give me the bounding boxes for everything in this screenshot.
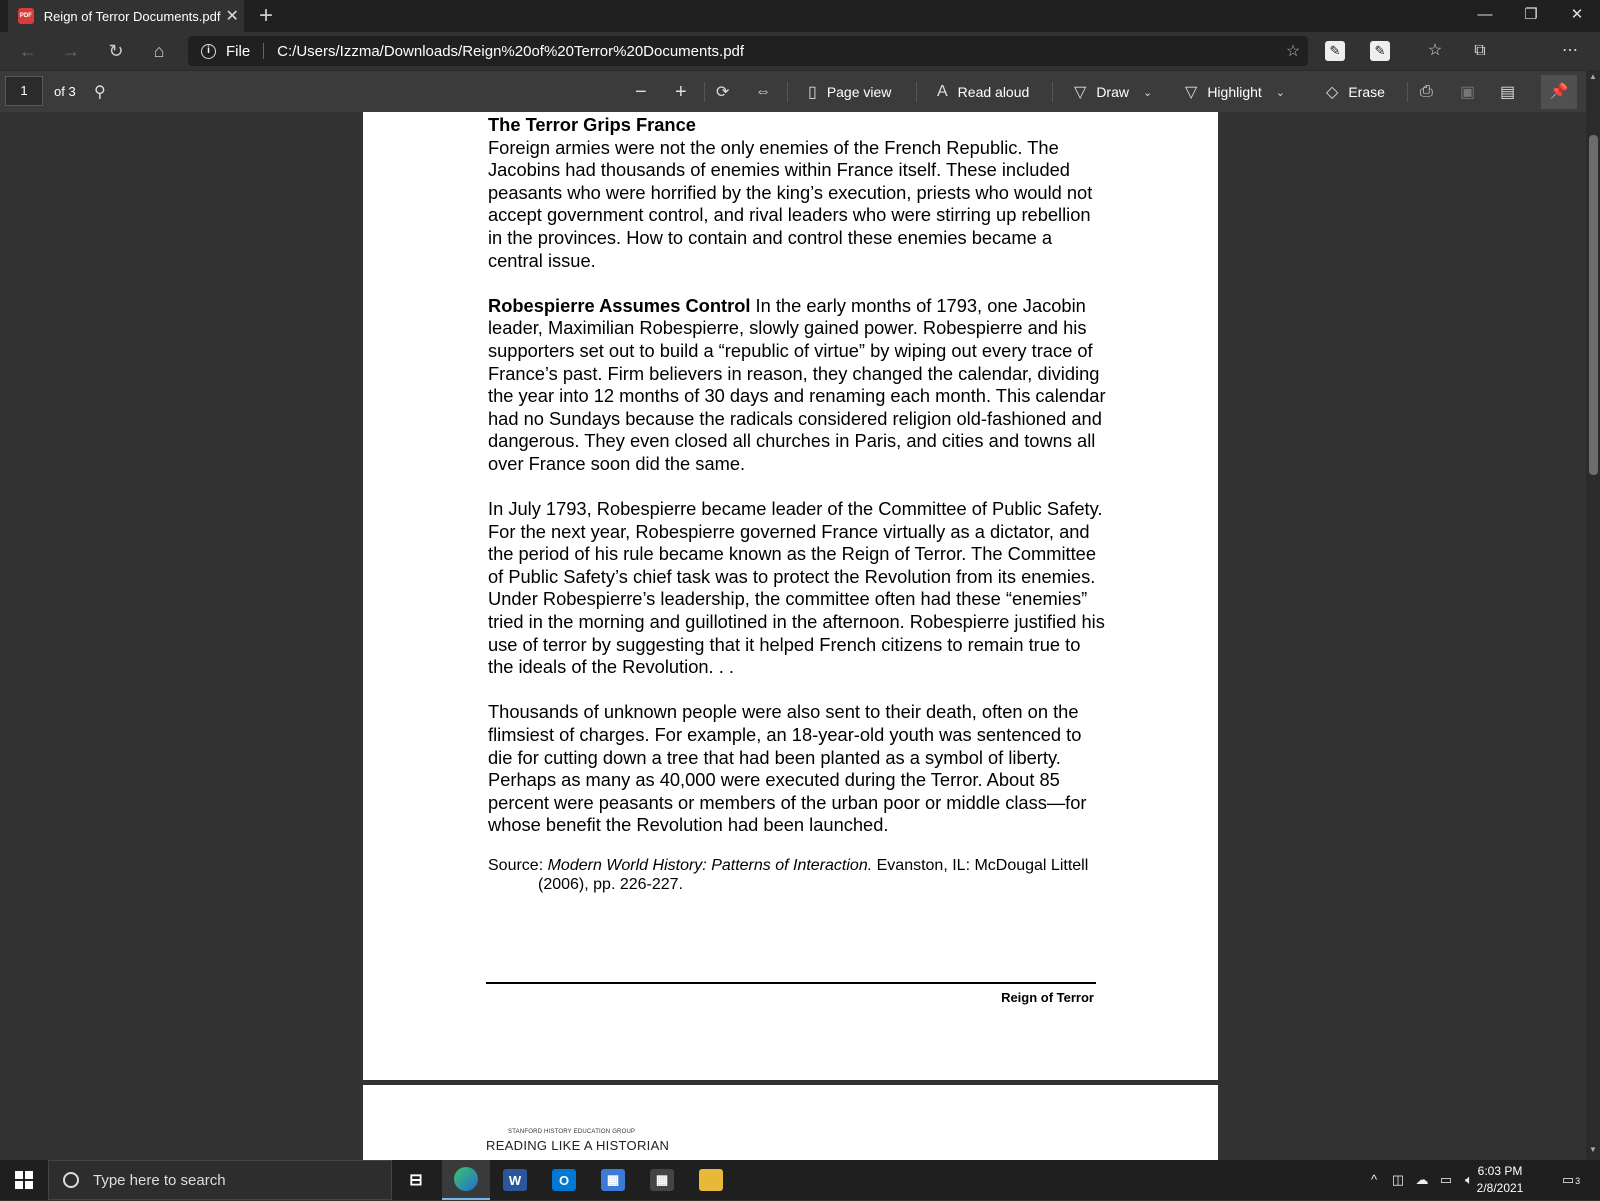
page-total: of 3 (54, 84, 76, 99)
minus-icon: − (635, 80, 647, 103)
windows-logo-icon-part (15, 1181, 23, 1189)
search-button[interactable] (94, 79, 116, 105)
volume-icon[interactable]: 🔈︎ (1465, 1172, 1473, 1187)
page-view-button[interactable] (808, 79, 891, 105)
toolbar-separator (1407, 82, 1408, 102)
fit-width-button[interactable] (755, 79, 781, 105)
store-taskbar-button[interactable] (638, 1160, 686, 1200)
logo-subtitle: STANFORD HISTORY EDUCATION GROUP (508, 1129, 636, 1135)
read-aloud-icon: A (937, 83, 948, 100)
source-title: Modern World History: Patterns of Interaction. (547, 856, 873, 874)
taskbar-search[interactable] (48, 1160, 392, 1200)
erase-button[interactable] (1326, 79, 1385, 105)
restore-button[interactable]: ❐ (1524, 6, 1538, 23)
draw-icon: ▽ (1074, 84, 1087, 101)
refresh-button[interactable]: ↻ (108, 41, 124, 61)
navigation-bar (0, 32, 1600, 70)
save-icon: ▣ (1460, 84, 1476, 101)
rotate-icon: ⟳ (716, 84, 730, 101)
erase-label: Erase (1348, 84, 1385, 100)
url-text[interactable]: C:/Users/Izzma/Downloads/Reign%20of%20Terror%20Documents.pdf (277, 42, 745, 60)
read-aloud-label: Read aloud (957, 84, 1030, 100)
network-icon[interactable]: ▭ (1439, 1172, 1453, 1187)
page-view-icon: ▯ (808, 84, 817, 101)
print-icon: ⎙ (1420, 83, 1433, 100)
page-number-input[interactable]: 1 (5, 76, 43, 106)
highlight-button[interactable] (1185, 79, 1295, 105)
meet-now-icon[interactable]: ◫ (1391, 1172, 1405, 1187)
close-tab-icon[interactable]: ✕ (225, 8, 239, 25)
toolbar-separator (1052, 82, 1053, 102)
vertical-scrollbar[interactable] (1586, 70, 1600, 1160)
print-button[interactable] (1420, 79, 1443, 105)
save-as-icon: ▤ (1500, 84, 1516, 101)
store-icon: ▦ (650, 1169, 674, 1191)
footer-rule (486, 982, 1096, 984)
task-view-button[interactable] (392, 1160, 440, 1200)
favorites-icon[interactable]: ☆ (1427, 42, 1443, 59)
start-button[interactable] (0, 1160, 48, 1200)
windows-logo-icon (15, 1171, 23, 1179)
highlight-label: Highlight (1207, 84, 1262, 100)
pdf-toolbar (0, 70, 1600, 112)
scrollbar-thumb[interactable] (1589, 135, 1598, 475)
notification-count: 3 (1575, 1176, 1581, 1186)
eraser-icon: ◇ (1326, 84, 1339, 101)
task-view-icon: ⊟ (409, 1172, 423, 1189)
collections-icon[interactable]: ⧉ (1474, 42, 1486, 59)
extension-edit-icon[interactable]: ✎ (1370, 41, 1390, 61)
scroll-down-icon[interactable]: ▼ (1589, 1145, 1597, 1154)
scroll-up-icon[interactable]: ▲ (1589, 72, 1597, 81)
section-heading: The Terror Grips France (488, 114, 696, 135)
taskbar (0, 1160, 1600, 1200)
paragraph-2-text: In the early months of 1793, one Jacobin leader, Maximilian Robespierre, slowly gained power. Robespierre and his supporters set out to build a “republic of virtue” by wiping out every trace of France’s past. Firm believers in reason, they changed the calendar, dividing the year into 12 months of 30 days and renaming each month. This calendar had no Sundays because the radicals considered religion old-fashioned and dangerous. They even closed all churches in Paris, and cities and towns all over France soon did the same. (488, 294, 1106, 474)
edge-icon (454, 1167, 478, 1191)
page-content (488, 114, 1108, 895)
search-icon: ⚲ (94, 84, 106, 101)
file-explorer-taskbar-button[interactable] (687, 1160, 735, 1200)
clock-date: 2/8/2021 (1476, 1181, 1524, 1195)
notification-icon: ▭ (1561, 1172, 1575, 1187)
calculator-icon: ▦ (601, 1169, 625, 1191)
logo-title: READING LIKE A HISTORIAN (486, 1138, 670, 1153)
minimize-button[interactable]: — (1477, 6, 1493, 23)
search-icon (63, 1172, 79, 1188)
clock-time: 6:03 PM (1477, 1164, 1523, 1178)
address-file-label: File (226, 42, 251, 60)
windows-logo-icon-part (25, 1181, 33, 1189)
pin-toolbar-button[interactable] (1541, 75, 1577, 109)
paragraph-4: Thousands of unknown people were also sent to their death, often on the flimsiest of charges. For example, an 18-year-old youth was sentenced to die for cutting down a tree that had been planted as a symbol of liberty. Perhaps as many as 40,000 were executed during the Terror. About 85 percent were peasants or members of the urban poor or middle class—for whose benefit the Revolution had been launched. (488, 701, 1087, 836)
word-icon: W (503, 1169, 527, 1191)
address-separator (263, 43, 264, 59)
calculator-taskbar-button[interactable] (589, 1160, 637, 1200)
extension-pen-icon[interactable]: ✎ (1325, 41, 1345, 61)
search-placeholder: Type here to search (93, 1171, 226, 1189)
outlook-icon: O (552, 1169, 576, 1191)
onedrive-icon[interactable]: ☁ (1415, 1172, 1429, 1187)
show-hidden-icons[interactable]: ^ (1370, 1172, 1378, 1187)
browser-tab[interactable] (8, 0, 244, 32)
page-view-label: Page view (826, 84, 892, 100)
read-aloud-button[interactable] (937, 79, 1029, 105)
zoom-out-button[interactable] (635, 79, 657, 105)
toolbar-separator (916, 82, 917, 102)
save-as-button[interactable] (1500, 79, 1525, 105)
back-button[interactable]: ← (19, 41, 37, 61)
toolbar-separator (704, 82, 705, 102)
add-favorite-icon[interactable]: ☆ (1285, 43, 1301, 60)
home-button[interactable]: ⌂ (153, 41, 165, 61)
pdf-page-2 (363, 1085, 1218, 1160)
notifications-button[interactable] (1556, 1160, 1586, 1200)
more-menu-icon[interactable]: ⋯ (1562, 42, 1578, 59)
windows-logo-icon-part (25, 1171, 33, 1179)
fit-width-icon: ⇔ (755, 83, 771, 100)
pdf-file-icon: PDF (18, 8, 34, 24)
word-taskbar-button[interactable] (491, 1160, 539, 1200)
outlook-taskbar-button[interactable] (540, 1160, 588, 1200)
forward-button[interactable]: → (62, 41, 80, 61)
pin-icon: 📌 (1549, 83, 1569, 100)
tab-title: Reign of Terror Documents.pdf (43, 8, 221, 24)
paragraph-1: Foreign armies were not the only enemies of the French Republic. The Jacobins had thousands of enemies within France itself. These included peasants who were horrified by the king’s execution, priests who would not accept government control, and rival leaders who were stirring up rebellion in the provinces. How to contain and control these enemies became a central issue. (488, 136, 1093, 271)
chevron-down-icon[interactable]: ⌄ (1142, 86, 1153, 99)
pdf-viewer[interactable] (0, 112, 1586, 1160)
title-bar (0, 0, 1600, 32)
plus-icon: + (675, 80, 687, 103)
draw-button[interactable] (1074, 79, 1162, 105)
toolbar-separator (787, 82, 788, 102)
paragraph-3: In July 1793, Robespierre became leader of the Committee of Public Safety. For the next year, Robespierre governed France virtually as a dictator, and the period of his rule became known as the Reign of Terror. The Committee of Public Safety’s chief task was to protect the Revolution from its enemies. Under Robespierre’s leadership, the committee often had these “enemies” tried in the morning and guillotined in the afternoon. Robespierre justified his use of terror by suggesting that it helped French citizens to remain true to the ideals of the Revolution. . . (488, 498, 1105, 678)
paragraph-2-heading: Robespierre Assumes Control (488, 294, 751, 316)
paragraph-2 (488, 295, 1108, 476)
rotate-button[interactable] (716, 79, 739, 105)
highlight-icon: ▽ (1185, 84, 1198, 101)
chevron-down-icon[interactable]: ⌄ (1275, 86, 1286, 99)
save-button[interactable] (1460, 79, 1485, 105)
edge-taskbar-button[interactable] (442, 1160, 490, 1200)
new-tab-button[interactable]: + (258, 2, 273, 29)
folder-icon (699, 1169, 723, 1191)
address-bar[interactable] (188, 36, 1308, 66)
zoom-in-button[interactable] (675, 79, 697, 105)
source-details: Evanston, IL: McDougal Littell (2006), pp. 226-227. (538, 856, 1089, 894)
source-prefix: Source: (488, 856, 548, 874)
pdf-page-1 (363, 112, 1218, 1080)
page-footer: Reign of Terror (1001, 990, 1094, 1005)
source-citation (488, 856, 1108, 895)
draw-label: Draw (1096, 84, 1129, 100)
close-window-button[interactable]: ✕ (1570, 6, 1584, 23)
info-icon[interactable]: i (201, 44, 216, 59)
clock[interactable] (1460, 1163, 1540, 1197)
